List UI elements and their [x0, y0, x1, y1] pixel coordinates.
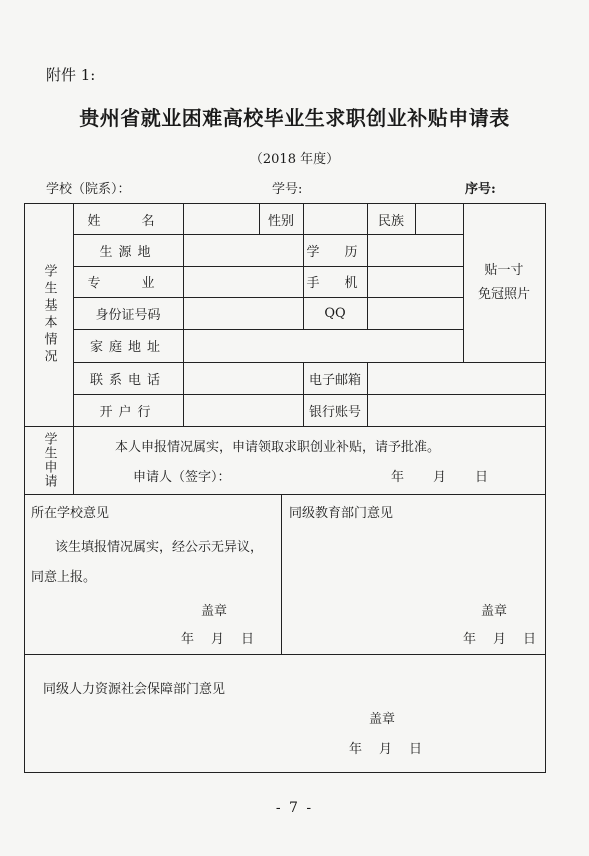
application-statement: 本人申报情况属实，申请领取求职创业补贴，请予批准。 [115, 440, 441, 455]
edu-month-label: 月 [493, 632, 507, 647]
name-field[interactable] [183, 204, 259, 234]
photo-box[interactable] [463, 204, 545, 362]
account-field[interactable] [367, 394, 545, 426]
bank-label: 开户行 [99, 404, 157, 420]
email-label: 电子邮箱 [308, 372, 361, 388]
application-form-table [24, 203, 546, 773]
application-month-label: 月 [433, 470, 447, 485]
mobile-field[interactable] [367, 266, 463, 297]
qq-field[interactable] [367, 297, 463, 329]
ethnicity-field[interactable] [415, 204, 463, 234]
school-seal-label: 盖章 [201, 604, 228, 619]
student-number-label: 学号: [272, 182, 303, 197]
school-opinion-area[interactable] [25, 494, 281, 654]
photo-instruction-line2: 免冠照片 [477, 287, 530, 302]
hr-seal-label: 盖章 [369, 712, 396, 727]
phone-label: 联系电话 [89, 372, 166, 388]
edu-day-label: 日 [523, 632, 537, 647]
application-section-label: 学生申请 [41, 432, 57, 488]
hr-day-label: 日 [409, 742, 423, 757]
major-label: 专 业 [87, 276, 169, 291]
student-info-section-label: 学生基本情况 [41, 264, 57, 366]
form-year: （2018 年度） [249, 152, 340, 167]
application-year-label: 年 [391, 470, 405, 485]
origin-label: 生源地 [99, 244, 157, 260]
gender-label: 性别 [267, 213, 294, 229]
edu-opinion-area[interactable] [281, 494, 545, 654]
education-field[interactable] [367, 234, 463, 266]
edu-seal-label: 盖章 [481, 604, 508, 619]
page-number: - 7 - [275, 800, 314, 816]
school-opinion-text-line2: 同意上报。 [31, 570, 97, 585]
major-field[interactable] [183, 266, 303, 297]
hr-opinion-area[interactable] [25, 654, 545, 772]
phone-field[interactable] [183, 362, 303, 394]
ethnicity-label: 民族 [377, 213, 404, 229]
edu-opinion-label: 同级教育部门意见 [289, 506, 394, 521]
hr-month-label: 月 [379, 742, 393, 757]
email-field[interactable] [367, 362, 545, 394]
school-label: 学校（院系）： [46, 182, 131, 197]
school-opinion-text-line1: 该生填报情况属实，经公示无异议， [55, 540, 264, 555]
school-opinion-label: 所在学校意见 [31, 506, 110, 521]
id-number-field[interactable] [183, 297, 303, 329]
education-label: 学 历 [306, 244, 364, 260]
school-year-label: 年 [181, 632, 195, 647]
address-label: 家庭地址 [89, 340, 166, 355]
hr-opinion-label: 同级人力资源社会保障部门意见 [43, 682, 226, 697]
bank-field[interactable] [183, 394, 303, 426]
application-day-label: 日 [475, 470, 489, 485]
name-label: 姓 名 [87, 213, 169, 229]
gender-field[interactable] [303, 204, 367, 234]
mobile-label: 手 机 [306, 276, 364, 291]
sequence-label: 序号: [465, 182, 496, 197]
applicant-signature-label: 申请人（签字）： [133, 470, 231, 485]
hr-year-label: 年 [349, 742, 363, 757]
school-day-label: 日 [241, 632, 255, 647]
edu-year-label: 年 [463, 632, 477, 647]
origin-field[interactable] [183, 234, 303, 266]
school-month-label: 月 [211, 632, 225, 647]
address-field[interactable] [183, 329, 463, 362]
account-label: 银行账号 [308, 404, 361, 420]
id-number-label: 身份证号码 [95, 307, 161, 323]
photo-instruction-line1: 贴一寸 [484, 263, 524, 278]
form-title: 贵州省就业困难高校毕业生求职创业补贴申请表 [79, 106, 510, 130]
attachment-label: 附件 1: [46, 66, 96, 84]
qq-label: QQ [324, 305, 346, 321]
